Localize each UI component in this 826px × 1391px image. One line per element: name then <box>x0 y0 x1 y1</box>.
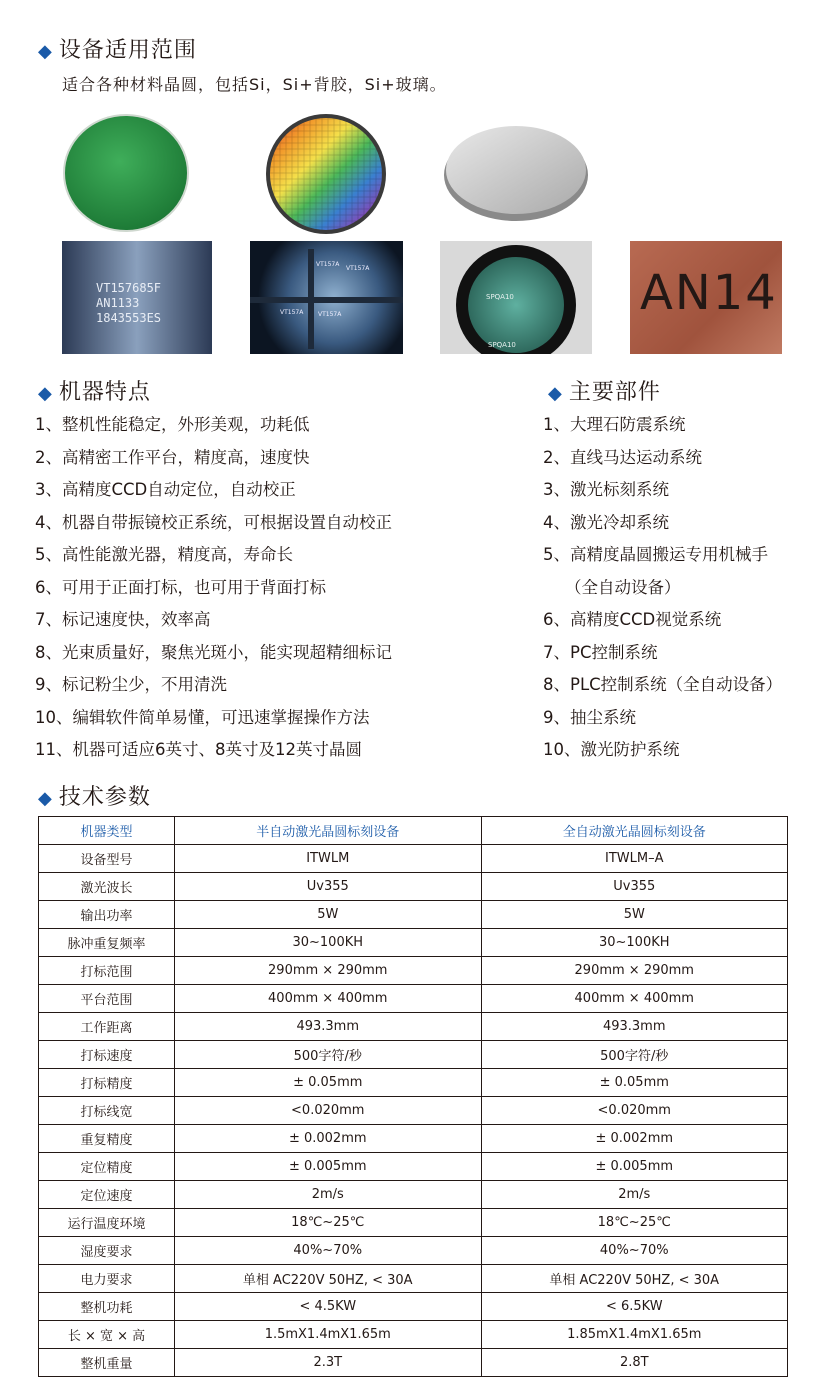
spec-full-auto-cell: 40%~70% <box>481 1237 788 1265</box>
spec-label-cell: 整机重量 <box>39 1349 175 1377</box>
spec-full-auto-cell: 1.85mX1.4mX1.65m <box>481 1321 788 1349</box>
component-item: 3、激光标刻系统 <box>543 480 669 499</box>
rainbow-wafer-photo <box>262 113 390 235</box>
spec-semi-auto-cell: 1.5mX1.4mX1.65m <box>175 1321 482 1349</box>
components-list <box>543 409 782 767</box>
spec-full-auto-cell: 500字符/秒 <box>481 1041 788 1069</box>
spec-semi-auto-cell: 40%~70% <box>175 1237 482 1265</box>
spec-table-row <box>39 845 788 873</box>
spec-full-auto-cell: < 6.5KW <box>481 1293 788 1321</box>
chip-marking-text-4: VT157A <box>318 311 342 318</box>
spec-full-auto-cell: 30~100KH <box>481 929 788 957</box>
feature-item: 6、可用于正面打标，也可用于背面打标 <box>35 577 326 597</box>
spec-table-row <box>39 1293 788 1321</box>
spec-table-row <box>39 985 788 1013</box>
spec-table <box>38 816 788 1377</box>
spec-semi-auto-cell: 30~100KH <box>175 929 482 957</box>
section-title-components <box>548 375 661 406</box>
components-title-text: 主要部件 <box>568 380 661 405</box>
feature-item: 2、高精密工作平台，精度高，速度快 <box>35 447 310 467</box>
spec-full-auto-cell: 单相 AC220V 50HZ, < 30A <box>481 1265 788 1293</box>
spec-table-row <box>39 1069 788 1097</box>
diamond-bullet-icon: ◆ <box>38 41 53 62</box>
silver-wafer-photo <box>444 120 589 225</box>
spec-table-row <box>39 1265 788 1293</box>
spec-label-cell: 输出功率 <box>39 901 175 929</box>
spec-label-cell: 湿度要求 <box>39 1237 175 1265</box>
spec-table-row <box>39 1153 788 1181</box>
spec-full-auto-cell: Uv355 <box>481 873 788 901</box>
spec-semi-auto-cell: 290mm × 290mm <box>175 957 482 985</box>
spec-table-row <box>39 929 788 957</box>
spec-full-auto-cell: 18℃~25℃ <box>481 1209 788 1237</box>
component-item: 1、大理石防震系统 <box>543 415 686 434</box>
feature-item: 11、机器可适应6英寸、8英寸及12英寸晶圆 <box>35 740 362 759</box>
spec-full-auto-cell: ± 0.005mm <box>481 1153 788 1181</box>
spec-table-row <box>39 1013 788 1041</box>
component-item: 9、抽尘系统 <box>543 707 636 727</box>
spec-semi-auto-cell: 18℃~25℃ <box>175 1209 482 1237</box>
chip-marking-line-1: VT157685F <box>96 281 162 295</box>
features-title-text: 机器特点 <box>58 380 151 405</box>
spec-header-type: 机器类型 <box>39 817 175 845</box>
spec-label-cell: 打标精度 <box>39 1069 175 1097</box>
feature-item: 9、标记粉尘少，不用清洗 <box>35 675 227 694</box>
diamond-bullet-icon: ◆ <box>38 383 53 404</box>
spec-semi-auto-cell: ± 0.005mm <box>175 1153 482 1181</box>
spec-label-cell: 运行温度环境 <box>39 1209 175 1237</box>
spec-semi-auto-cell: 2m/s <box>175 1181 482 1209</box>
spec-semi-auto-cell: ± 0.002mm <box>175 1125 482 1153</box>
spec-full-auto-cell: <0.020mm <box>481 1097 788 1125</box>
chip-marking-text-2: VT157A <box>346 265 370 272</box>
section-title-specs <box>38 780 151 811</box>
spec-table-row <box>39 1349 788 1377</box>
spec-semi-auto-cell: 500字符/秒 <box>175 1041 482 1069</box>
spec-semi-auto-cell: 2.3T <box>175 1349 482 1377</box>
chip-marking-line-2: AN1133 <box>96 296 140 310</box>
green-wafer-photo <box>62 113 190 233</box>
spec-table-row <box>39 1125 788 1153</box>
features-list <box>35 409 392 767</box>
section-title-scope <box>38 33 197 64</box>
spec-label-cell: 激光波长 <box>39 873 175 901</box>
diamond-bullet-icon: ◆ <box>38 788 53 809</box>
feature-item: 8、光束质量好，聚焦光斑小，能实现超精细标记 <box>35 642 392 662</box>
spec-full-auto-cell: ± 0.002mm <box>481 1125 788 1153</box>
specs-title-text: 技术参数 <box>58 785 151 810</box>
spec-semi-auto-cell: < 4.5KW <box>175 1293 482 1321</box>
component-item: （全自动设备） <box>565 577 681 597</box>
spec-semi-auto-cell: 单相 AC220V 50HZ, < 30A <box>175 1265 482 1293</box>
feature-item: 5、高性能激光器，精度高，寿命长 <box>35 545 293 564</box>
chip-marking-an14: AN14 <box>640 265 778 321</box>
spec-label-cell: 打标速度 <box>39 1041 175 1069</box>
spec-table-row <box>39 873 788 901</box>
feature-item: 1、整机性能稳定，外形美观，功耗低 <box>35 415 310 434</box>
marked-chip-photo-1 <box>62 241 212 354</box>
component-item: 7、PC控制系统 <box>543 642 658 662</box>
spec-table-header-row <box>39 817 788 845</box>
spec-label-cell: 定位速度 <box>39 1181 175 1209</box>
spec-full-auto-cell: ITWLM–A <box>481 845 788 873</box>
spec-label-cell: 长 × 宽 × 高 <box>39 1321 175 1349</box>
spec-table-row <box>39 1181 788 1209</box>
spec-label-cell: 打标范围 <box>39 957 175 985</box>
spec-full-auto-cell: 5W <box>481 901 788 929</box>
scope-description: 适合各种材料晶圆，包括Si，Si+背胶，Si+玻璃。 <box>62 75 447 94</box>
spec-semi-auto-cell: 493.3mm <box>175 1013 482 1041</box>
component-item: 10、激光防护系统 <box>543 740 680 759</box>
marked-chip-photo-4 <box>630 241 782 354</box>
component-item: 4、激光冷却系统 <box>543 512 669 532</box>
spec-full-auto-cell: 2m/s <box>481 1181 788 1209</box>
spec-table-row <box>39 901 788 929</box>
spec-table-row <box>39 1041 788 1069</box>
section-title-features <box>38 375 151 406</box>
component-item: 8、PLC控制系统（全自动设备） <box>543 675 783 694</box>
diamond-bullet-icon: ◆ <box>548 383 563 404</box>
spec-label-cell: 脉冲重复频率 <box>39 929 175 957</box>
feature-item: 3、高精度CCD自动定位，自动校正 <box>35 480 296 499</box>
chip-marking-text-1: VT157A <box>316 261 340 268</box>
spec-semi-auto-cell: ITWLM <box>175 845 482 873</box>
component-item: 2、直线马达运动系统 <box>543 447 702 467</box>
feature-item: 7、标记速度快，效率高 <box>35 610 211 629</box>
spec-semi-auto-cell: 400mm × 400mm <box>175 985 482 1013</box>
feature-item: 10、编辑软件简单易懂，可迅速掌握操作方法 <box>35 707 370 727</box>
spec-table-row <box>39 957 788 985</box>
spec-full-auto-cell: 400mm × 400mm <box>481 985 788 1013</box>
chip-marking-text-3: VT157A <box>280 309 304 316</box>
chip-marking-text-6: SPQA10 <box>488 341 516 349</box>
spec-label-cell: 打标线宽 <box>39 1097 175 1125</box>
spec-label-cell: 定位精度 <box>39 1153 175 1181</box>
component-item: 6、高精度CCD视觉系统 <box>543 610 722 629</box>
marked-chip-photo-3 <box>440 241 592 354</box>
spec-label-cell: 平台范围 <box>39 985 175 1013</box>
spec-semi-auto-cell: 5W <box>175 901 482 929</box>
spec-label-cell: 整机功耗 <box>39 1293 175 1321</box>
spec-table-row <box>39 1237 788 1265</box>
marked-chip-photo-2 <box>250 241 403 354</box>
scope-title-text: 设备适用范围 <box>58 38 197 63</box>
spec-semi-auto-cell: ± 0.05mm <box>175 1069 482 1097</box>
spec-semi-auto-cell: <0.020mm <box>175 1097 482 1125</box>
feature-item: 4、机器自带振镜校正系统，可根据设置自动校正 <box>35 512 392 532</box>
spec-full-auto-cell: ± 0.05mm <box>481 1069 788 1097</box>
spec-full-auto-cell: 493.3mm <box>481 1013 788 1041</box>
component-item: 5、高精度晶圆搬运专用机械手 <box>543 545 768 564</box>
spec-table-row <box>39 1321 788 1349</box>
spec-header-full-auto: 全自动激光晶圆标刻设备 <box>481 817 788 845</box>
spec-label-cell: 工作距离 <box>39 1013 175 1041</box>
spec-table-row <box>39 1209 788 1237</box>
spec-table-row <box>39 1097 788 1125</box>
chip-marking-text-5: SPQA10 <box>486 293 514 301</box>
spec-header-semi-auto: 半自动激光晶圆标刻设备 <box>175 817 482 845</box>
spec-full-auto-cell: 2.8T <box>481 1349 788 1377</box>
spec-full-auto-cell: 290mm × 290mm <box>481 957 788 985</box>
spec-semi-auto-cell: Uv355 <box>175 873 482 901</box>
chip-marking-line-3: 1843553ES <box>96 311 162 325</box>
spec-label-cell: 重复精度 <box>39 1125 175 1153</box>
spec-label-cell: 电力要求 <box>39 1265 175 1293</box>
spec-label-cell: 设备型号 <box>39 845 175 873</box>
